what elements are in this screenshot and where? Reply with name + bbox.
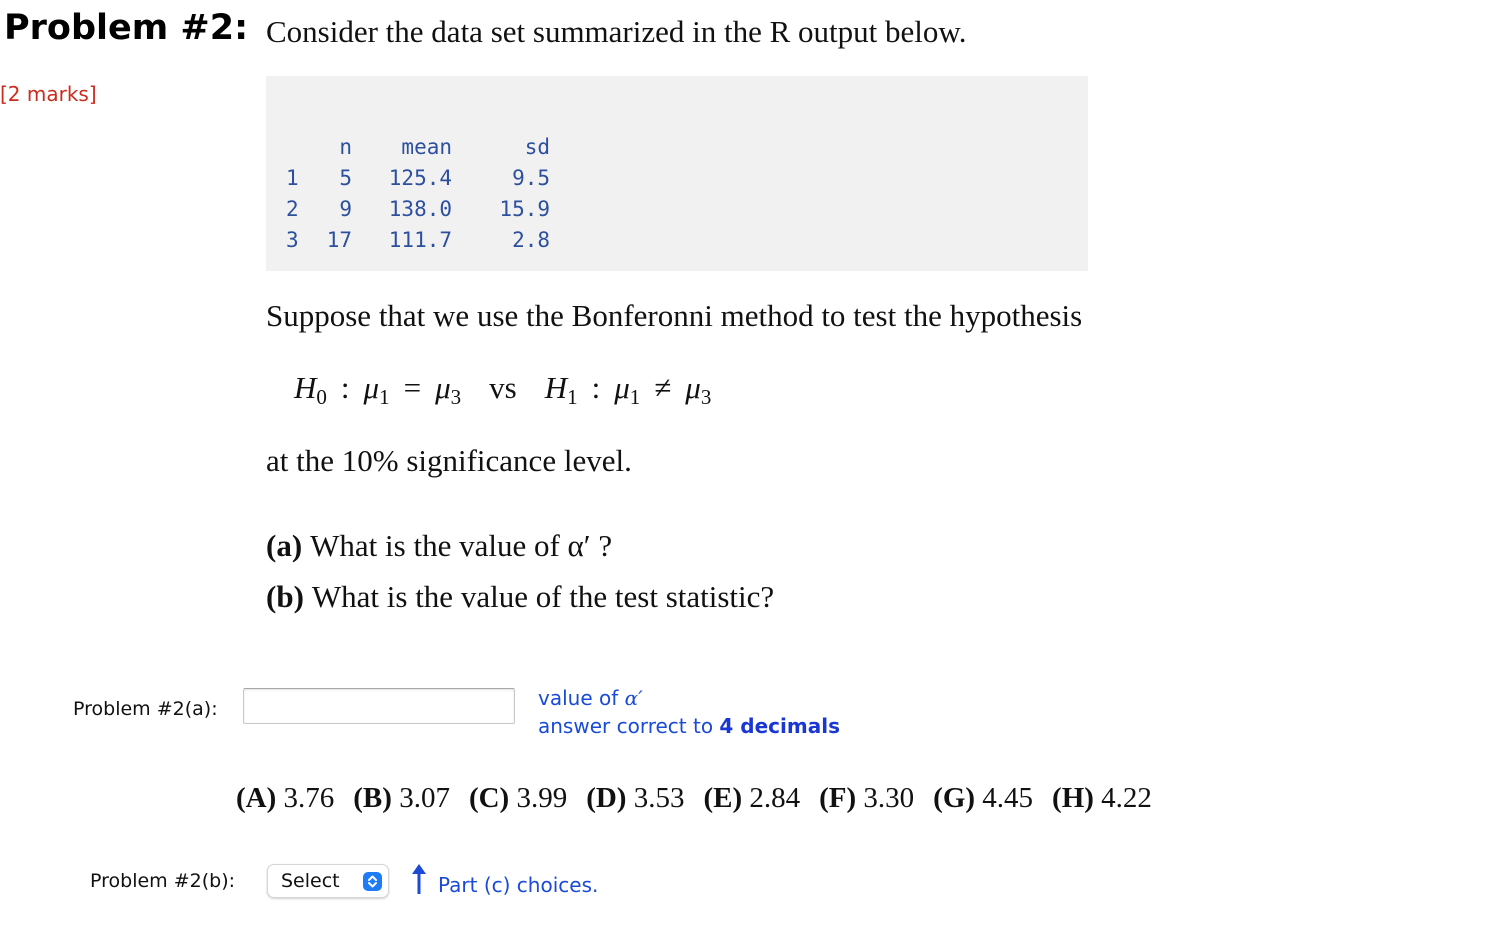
choice-item bbox=[586, 782, 684, 815]
chevron-updown-icon bbox=[363, 872, 382, 891]
choice-letter: (D) bbox=[586, 782, 627, 814]
choice-item bbox=[703, 782, 800, 815]
r-output-cell: 9 bbox=[339, 197, 352, 221]
choice-value: 3.30 bbox=[863, 782, 915, 814]
bonferroni-text: Suppose that we use the Bonferonni method to test the hypothesis bbox=[266, 298, 1083, 333]
arrow-up-icon bbox=[408, 864, 430, 900]
math-sub: 1 bbox=[379, 385, 390, 409]
answer-a-hint bbox=[538, 684, 840, 740]
choice-letter: (H) bbox=[1052, 782, 1094, 814]
choice-value: 4.45 bbox=[982, 782, 1034, 814]
math-equals: = bbox=[403, 370, 422, 405]
choices-list bbox=[236, 782, 1152, 815]
r-output-cell: 15.9 bbox=[499, 197, 550, 221]
r-output-cell: 9.5 bbox=[512, 166, 550, 190]
choice-letter: (B) bbox=[353, 782, 392, 814]
question-a-text: What is the value of α′ ? bbox=[310, 528, 613, 563]
r-output-row bbox=[286, 163, 550, 194]
math-sub: 1 bbox=[629, 385, 641, 409]
r-output-cell: 1 bbox=[286, 166, 299, 190]
choice-item bbox=[933, 782, 1033, 815]
hint-alpha: α′ bbox=[624, 686, 643, 710]
math-sub: 3 bbox=[450, 385, 462, 409]
marks-label: [2 marks] bbox=[0, 82, 97, 106]
choice-item bbox=[353, 782, 450, 815]
r-output-header-cell bbox=[286, 132, 324, 163]
math-mu: μ bbox=[363, 370, 380, 405]
r-output-table bbox=[286, 132, 550, 256]
hint-line-1 bbox=[538, 684, 840, 712]
choice-value: 3.76 bbox=[283, 782, 335, 814]
choice-letter: (C) bbox=[468, 782, 510, 814]
math-colon: : bbox=[340, 370, 350, 405]
r-output-cell: 111.7 bbox=[388, 228, 452, 252]
choice-value: 3.07 bbox=[399, 782, 450, 814]
problem-heading: Problem #2: bbox=[4, 8, 249, 48]
r-output-cell: 138.0 bbox=[388, 197, 452, 221]
hint-prefix: value of bbox=[538, 686, 625, 710]
r-output-box bbox=[266, 76, 1088, 271]
significance-text: at the 10% significance level. bbox=[266, 443, 632, 478]
r-output-cell: 2.8 bbox=[512, 228, 550, 252]
math-mu: μ bbox=[685, 370, 701, 405]
math-mu: μ bbox=[614, 370, 630, 405]
question-a bbox=[266, 528, 612, 564]
choice-value: 3.99 bbox=[516, 782, 568, 814]
math-colon: : bbox=[591, 370, 601, 405]
math-sub: 3 bbox=[700, 385, 712, 409]
choice-item bbox=[1052, 782, 1152, 815]
math-mu: μ bbox=[435, 370, 451, 405]
choice-value: 2.84 bbox=[749, 782, 801, 814]
choice-value: 4.22 bbox=[1101, 782, 1152, 814]
answer-a-input[interactable] bbox=[243, 688, 515, 724]
choice-value: 3.53 bbox=[633, 782, 685, 814]
math-sub: 0 bbox=[316, 385, 327, 409]
r-output-cell: 3 bbox=[286, 228, 299, 252]
hint-decimals-prefix: answer correct to bbox=[538, 714, 720, 738]
math-H1: H bbox=[544, 370, 568, 405]
r-output-cell: 5 bbox=[339, 166, 352, 190]
answer-a-label: Problem #2(a): bbox=[73, 698, 218, 720]
question-b-text: What is the value of the test statistic? bbox=[311, 579, 775, 614]
math-vs: vs bbox=[489, 370, 517, 405]
choice-item bbox=[469, 782, 567, 815]
r-output-cell: 2 bbox=[286, 197, 299, 221]
choice-letter: (G) bbox=[933, 782, 976, 814]
r-output-cell: 125.4 bbox=[388, 166, 452, 190]
question-b bbox=[266, 579, 774, 615]
choice-letter: (F) bbox=[819, 782, 857, 814]
question-b-label: (b) bbox=[266, 579, 304, 614]
hypothesis-equation bbox=[294, 370, 711, 410]
r-output-header-row bbox=[286, 132, 550, 163]
hint-decimals: 4 decimals bbox=[719, 714, 840, 738]
r-output-cell: 17 bbox=[326, 228, 352, 252]
hint-line-2 bbox=[538, 712, 840, 740]
answer-b-select[interactable] bbox=[267, 864, 389, 898]
r-output-header-cell: mean bbox=[401, 135, 452, 159]
math-sub: 1 bbox=[567, 385, 578, 409]
math-not-equal: ≠ bbox=[654, 370, 672, 405]
part-c-choices-link[interactable]: Part (c) choices. bbox=[438, 873, 599, 897]
r-output-header-cell: sd bbox=[524, 135, 550, 159]
math-H0: H bbox=[294, 370, 317, 405]
r-output-row bbox=[286, 194, 550, 225]
choice-letter: (E) bbox=[703, 782, 743, 814]
problem-intro: Consider the data set summarized in the R output below. bbox=[266, 14, 967, 49]
r-output-header-cell: n bbox=[339, 135, 352, 159]
r-output-row bbox=[286, 225, 550, 256]
select-value: Select bbox=[281, 870, 340, 892]
choice-item bbox=[819, 782, 914, 815]
choice-item bbox=[236, 782, 334, 815]
answer-b-label: Problem #2(b): bbox=[90, 870, 236, 892]
choice-letter: (A) bbox=[236, 782, 277, 814]
question-a-label: (a) bbox=[266, 528, 303, 563]
